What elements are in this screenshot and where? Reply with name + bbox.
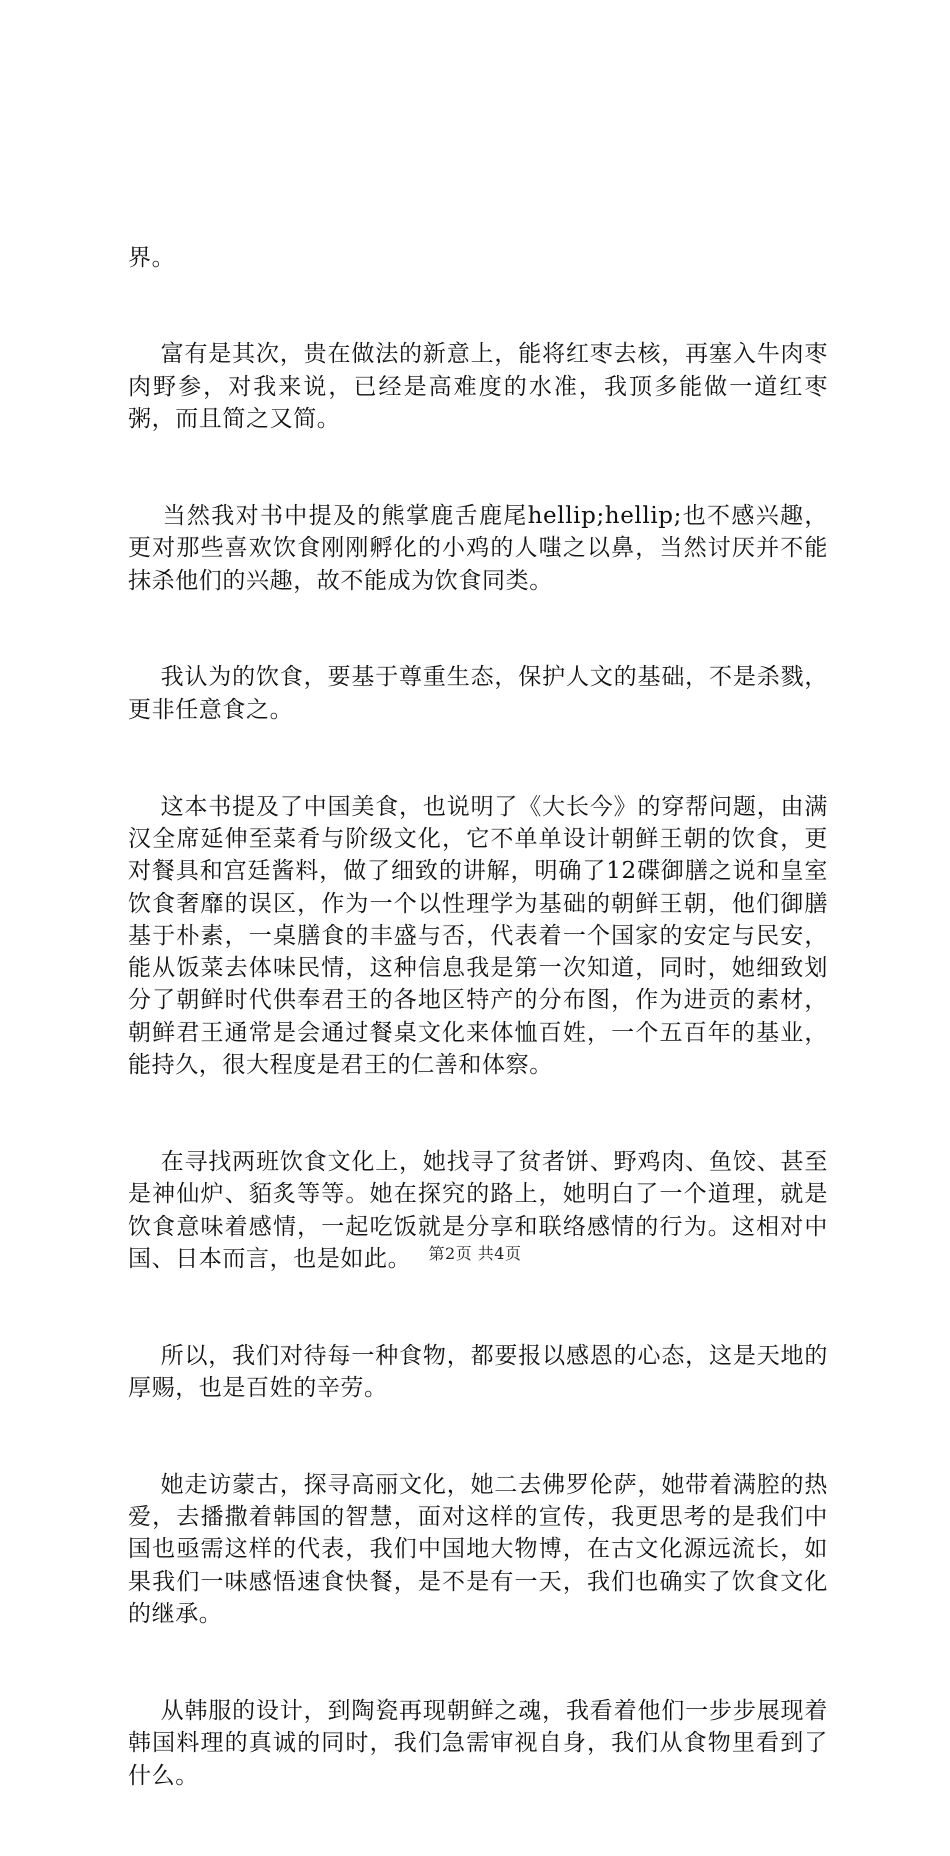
paragraph-5: 这本书提及了中国美食，也说明了《大长今》的穿帮问题，由满汉全席延伸至菜肴与阶级文化，它不单单设计朝鲜王朝的饮食，更对餐具和宫廷酱料，做了细致的讲解，明确了12碟御膳之说和皇室饮食奢靡的误区，作为一个以性理学为基础的朝鲜王朝，他们御膳基于朴素，一桌膳食的丰盛与否，代表着一个国家的安定与民安，能从饭菜去体味民情，这种信息我是第一次知道，同时，她细致划分了朝鲜时代供奉君王的各地区特产的分布图，作为进贡的素材，朝鲜君王通常是会通过餐桌文化来体恤百姓，一个五百年的基业，能持久，很大程度是君王的仁善和体察。 xyxy=(128,793,828,1079)
paragraph-4: 我认为的饮食，要基于尊重生态，保护人文的基础，不是杀戮，更非任意食之。 xyxy=(128,664,828,723)
paragraph-2: 富有是其次，贵在做法的新意上，能将红枣去核，再塞入牛肉枣肉野参，对我来说，已经是高难度的水准，我顶多能做一道红枣粥，而且简之又简。 xyxy=(128,341,828,433)
paragraph-3: 当然我对书中提及的熊掌鹿舌鹿尾hellip;hellip;也不感兴趣，更对那些喜欢饮食刚刚孵化的小鸡的人嗤之以鼻，当然讨厌并不能抹杀他们的兴趣，故不能成为饮食同类。 xyxy=(128,502,828,594)
paragraph-1: 界。 xyxy=(128,244,176,271)
paragraph-9: 从韩服的设计，到陶瓷再现朝鲜之魂，我看着他们一步步展现着韩国料理的真诚的同时，我们急需审视自身，我们从食物里看到了什么。 xyxy=(128,1697,828,1789)
paragraph-8: 她走访蒙古，探寻高丽文化，她二去佛罗伦萨，她带着满腔的热爱，去播撒着韩国的智慧，面对这样的宣传，我更思考的是我们中国也亟需这样的代表，我们中国地大物博，在古文化源远流长，如果我们一味感悟速食快餐，是不是有一天，我们也确实了饮食文化的继承。 xyxy=(128,1471,828,1628)
paragraph-7: 所以，我们对待每一种食物，都要报以感恩的心态，这是天地的厚赐，也是百姓的辛劳。 xyxy=(128,1342,828,1401)
paragraph-6: 在寻找两班饮食文化上，她找寻了贫者饼、野鸡肉、鱼饺、甚至是神仙炉、貊炙等等。她在探究的路上，她明白了一个道理，就是饮食意味着感情，一起吃饭就是分享和联络感情的行为。这相对中国、日本而言，也是如此。 xyxy=(128,1148,828,1272)
body-text xyxy=(128,177,828,1856)
page-number-footer: 第2页 共4页 xyxy=(428,1244,522,1263)
